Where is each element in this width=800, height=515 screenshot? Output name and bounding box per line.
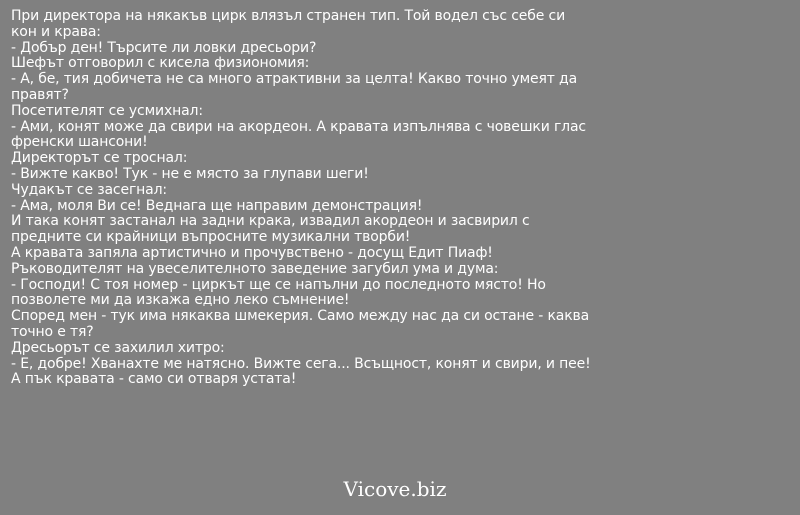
joke-line: Според мен - тук има някаква шмекерия. Само между нас да си остане - каква точно е тя? <box>11 308 590 340</box>
joke-line: И така конят застанал на задни крака, извадил акордеон и засвирил с предните си крайници въпросните музикални творби! <box>11 213 530 246</box>
joke-line: Посетителят се усмихнал: <box>11 102 203 119</box>
joke-line: - Добър ден! Търсите ли ловки дресьори? <box>11 39 317 56</box>
joke-text <box>11 9 591 388</box>
joke-line: Шефът отговорил с кисела физиономия: <box>11 55 310 72</box>
joke-line: Ръководителят на увеселителното заведение загубил ума и дума: <box>11 260 499 277</box>
site-brand: Vicove.biz <box>343 477 447 501</box>
joke-line: Чудакът се засегнал: <box>11 181 167 198</box>
joke-line: - Ами, конят може да свири на акордеон. А кравата изпълнява с човешки глас френски шансони! <box>11 118 586 151</box>
joke-line: А кравата запяла артистично и прочувствено - досущ Едит Пиаф! <box>11 244 493 261</box>
joke-line: - Вижте какво! Тук - не е място за глупави шеги! <box>11 165 369 182</box>
joke-line: - Ама, моля Ви се! Веднага ще направим демонстрация! <box>11 197 423 214</box>
joke-line: - Е, добре! Хванахте ме натясно. Вижте сега... Всъщност, конят и свири, и пее! <box>11 355 591 372</box>
joke-line: - А, бе, тия добичета не са много атрактивни за целта! Какво точно умеят да правят? <box>11 71 578 103</box>
joke-line: При директора на някакъв цирк влязъл странен тип. Той водел със себе си кон и крава: <box>11 8 566 40</box>
joke-line: Директорът се троснал: <box>11 150 188 167</box>
joke-line: - Господи! С тоя номер - циркът ще се напълни до последното място! Но позволете ми да изкажа едно леко съмнение! <box>11 276 546 309</box>
joke-line: А пък кравата - само си отваря устата! <box>11 371 297 388</box>
joke-line: Дресьорът се захилил хитро: <box>11 339 225 356</box>
